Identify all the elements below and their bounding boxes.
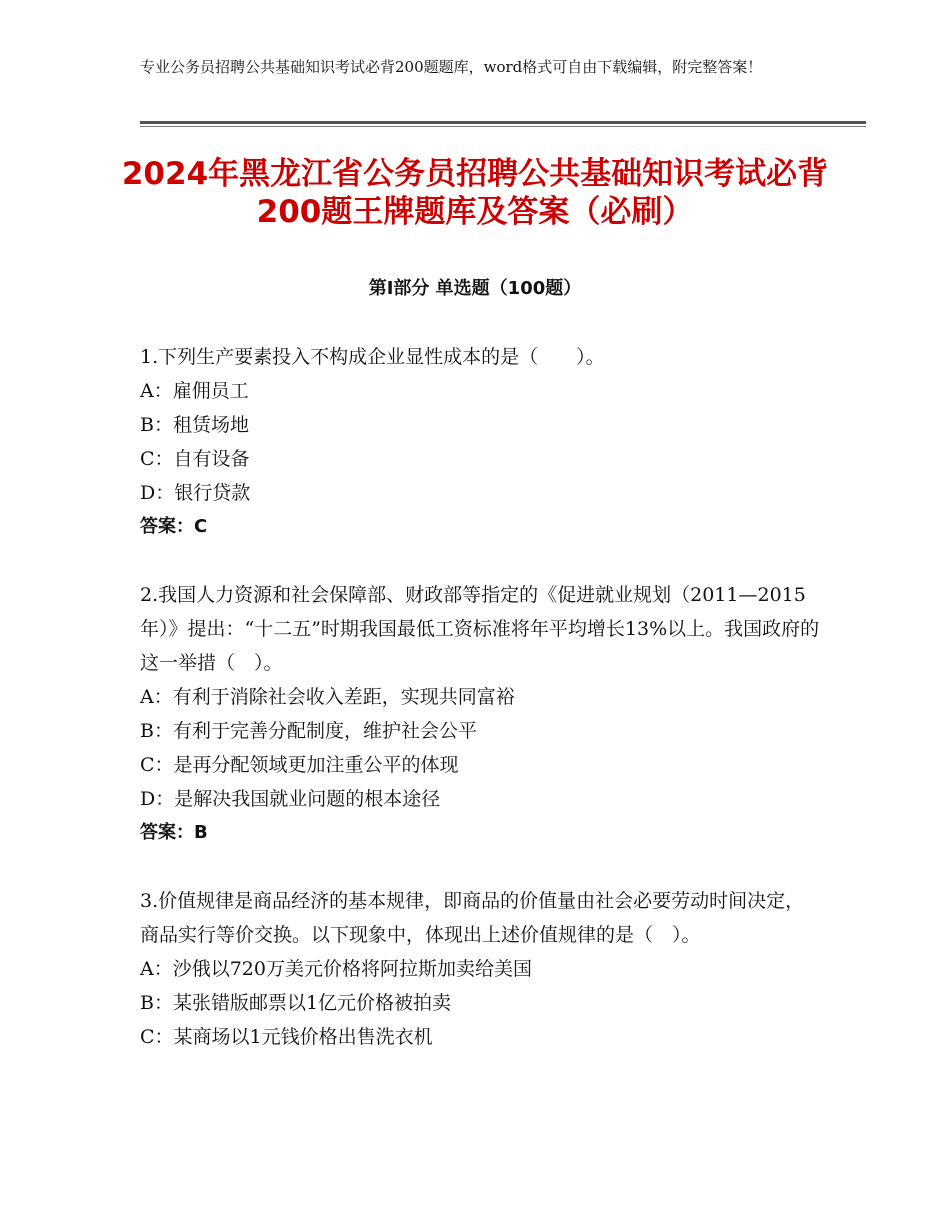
option-a: A：沙俄以720万美元价格将阿拉斯加卖给美国 xyxy=(140,958,532,980)
question-3 xyxy=(140,884,820,1054)
option-a: A：雇佣员工 xyxy=(140,380,249,402)
option-c: C：自有设备 xyxy=(140,448,250,470)
option-d: D：银行贷款 xyxy=(140,482,251,504)
question-stem: 2.我国人力资源和社会保障部、财政部等指定的《促进就业规划（2011—2015年）》提出：“十二五”时期我国最低工资标准将年平均增长13%以上。我国政府的这一举措（ ）。 xyxy=(140,584,820,674)
option-c: C：是再分配领域更加注重公平的体现 xyxy=(140,754,459,776)
header-rule-thick xyxy=(140,121,866,124)
option-b: B：有利于完善分配制度，维护社会公平 xyxy=(140,720,477,742)
option-d: D：是解决我国就业问题的根本途径 xyxy=(140,788,441,810)
question-list xyxy=(140,340,820,1088)
header-rule-thin xyxy=(140,126,866,127)
question-2 xyxy=(140,578,820,850)
answer-label: 答案：C xyxy=(140,516,208,537)
option-a: A：有利于消除社会收入差距，实现共同富裕 xyxy=(140,686,515,708)
answer-label: 答案：B xyxy=(140,822,208,843)
question-1 xyxy=(140,340,820,544)
option-b: B：租赁场地 xyxy=(140,414,249,436)
question-stem: 3.价值规律是商品经济的基本规律，即商品的价值量由社会必要劳动时间决定，商品实行等价交换。以下现象中，体现出上述价值规律的是（ ）。 xyxy=(140,890,805,946)
question-stem: 1.下列生产要素投入不构成企业显性成本的是（ ）。 xyxy=(140,346,605,368)
option-b: B：某张错版邮票以1亿元价格被拍卖 xyxy=(140,992,452,1014)
section-title: 第Ⅰ部分 单选题（100题） xyxy=(368,278,582,299)
option-c: C：某商场以1元钱价格出售洗衣机 xyxy=(140,1026,433,1048)
document-title: 2024年黑龙江省公务员招聘公共基础知识考试必背200题王牌题库及答案（必刷） xyxy=(121,156,829,230)
header-note: 专业公务员招聘公共基础知识考试必背200题题库，word格式可自由下载编辑，附完整答案！ xyxy=(140,58,763,76)
